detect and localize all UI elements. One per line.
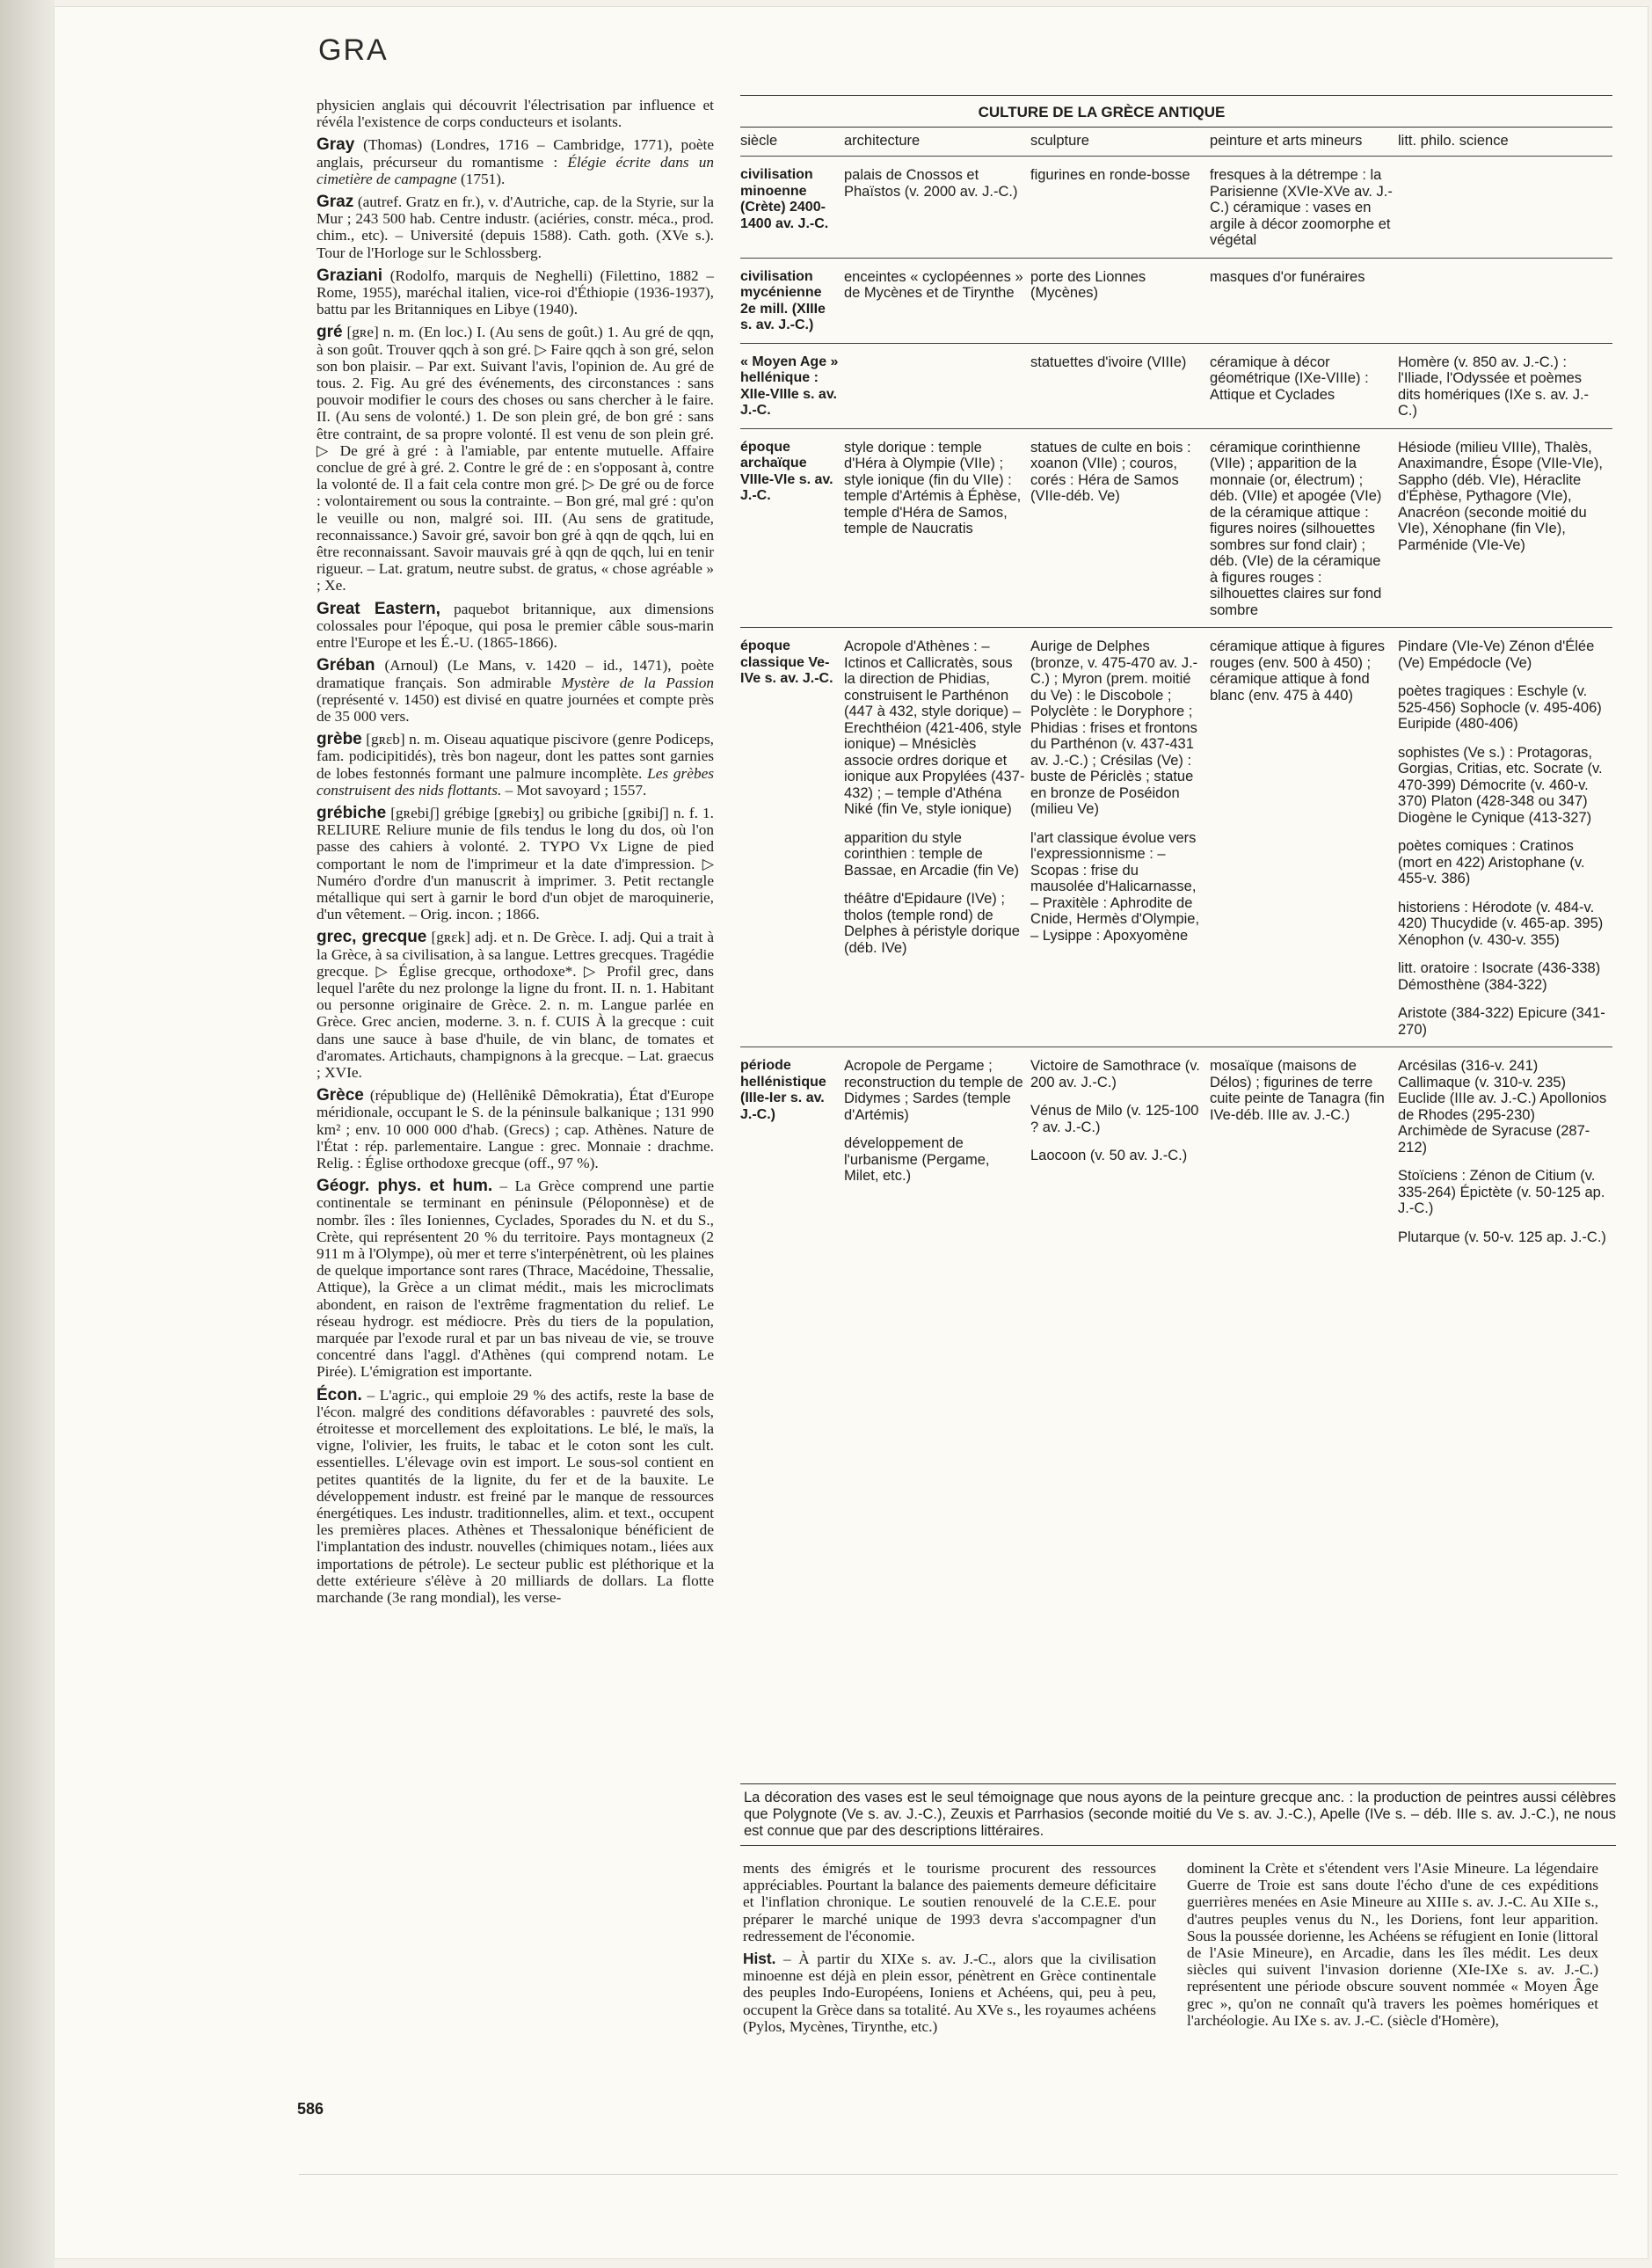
entry-tail: – Mot savoyard ; 1557. — [501, 781, 647, 799]
entry-tail: (représenté v. 1450) est divisé en quatre journées et compte près de 35 000 vers. — [317, 690, 714, 725]
architecture-cell — [844, 628, 1030, 1047]
dictionary-entry — [317, 731, 714, 799]
cell-paragraph: masques d'or funéraires — [1210, 268, 1365, 285]
sculpture-cell — [1030, 157, 1210, 259]
table-row — [740, 157, 1612, 259]
entry-title: Les grèbes construisent des nids flottants. — [317, 764, 714, 799]
sculpture-cell — [1030, 428, 1210, 628]
column-header: architecture — [844, 132, 921, 149]
cell-paragraph: céramique à décor géométrique (IXe-VIIIe) : Attique et Cyclades — [1210, 354, 1369, 403]
entry-headword: grec, grecque — [317, 928, 427, 947]
cell-paragraph: fresques à la détrempe : la Parisienne (XVIe-XVe av. J.-C.) céramique : vases en argile à décor zoomorphe et végétal — [1210, 167, 1393, 248]
section-head: Hist. — [743, 1950, 776, 1968]
table-row — [740, 343, 1612, 428]
peinture-cell — [1210, 628, 1398, 1047]
entry-body: (Rodolfo, marquis de Neghelli) (Filettino, 1882 – Rome, 1955), maréchal italien, vice-roi d'Éthiopie (1936-1937), battu par les Britanniques en Libye (1940). — [317, 266, 714, 318]
cell-paragraph: Plutarque (v. 50-v. 125 ap. J.-C.) — [1398, 1229, 1606, 1245]
cell-paragraph: historiens : Hérodote (v. 484-v. 420) Thucydide (v. 465-ap. 395) Xénophon (v. 430-v. 355) — [1398, 899, 1604, 948]
dictionary-entry — [317, 267, 714, 318]
table-row — [740, 428, 1612, 628]
cell-paragraph: enceintes « cyclopéennes » de Mycènes et de Tirynthe — [844, 268, 1023, 301]
dictionary-entry — [317, 601, 714, 652]
litt-cell — [1398, 157, 1612, 259]
cell-paragraph: palais de Cnossos et Phaïstos (v. 2000 av. J.-C.) — [844, 167, 1018, 200]
sculpture-cell — [1030, 1047, 1210, 1255]
entry-headword: Gray — [317, 135, 355, 155]
dictionary-entry — [317, 1387, 714, 1607]
period-cell: époque classique Ve-IVe s. av. J.-C. — [740, 628, 844, 1047]
dictionary-entry — [317, 929, 714, 1081]
cell-paragraph: Victoire de Samothrace (v. 200 av. J.-C.) — [1030, 1058, 1200, 1090]
dictionary-entry — [317, 1087, 714, 1171]
entry-body: – L'agric., qui emploie 29 % des actifs, reste la base de l'écon. malgré des conditions défavorables : pauvreté des sols, étroitesse et morcellement des exploitations. Le blé, le maïs, la vigne, l'olivier, les fruits, le tabac et le coton sont les cult. essentielles. L'élevage ovin est import. Le sous-sol contient en petites quantités de la lignite, du fer et de la bauxite. Le développement industr. est freiné par le manque de ressources énergétiques. Les industr. traditionnelles, alim. et text., occupent les premières places. Athènes et Thessalonique bénéficient de l'implantation des industr. nouvelles (chimiques notam., liées aux importations de pétrole). Le secteur public est pléthorique et la dette extérieure s'élève à 20 milliards de dollars. La flotte marchande (3e rang mondial), les verse- — [317, 1386, 714, 1607]
period-cell: époque archaïque VIIIe-VIe s. av. J.-C. — [740, 428, 844, 628]
cell-paragraph: litt. oratoire : Isocrate (436-338) Démosthène (384-322) — [1398, 960, 1601, 993]
entry-body: paquebot britannique, aux dimensions colossales pour l'époque, qui posa le premier câble sous-marin entre l'Europe et les É.-U. (1865-1866). — [317, 600, 714, 652]
cell-paragraph: statuettes d'ivoire (VIIIe) — [1030, 354, 1187, 370]
litt-cell — [1398, 428, 1612, 628]
entry-body: [gʀebiʃ] grébige [gʀebiʒ] ou gribiche [gʀibiʃ] n. f. 1. RELIURE Reliure munie de fils tendus le long du dos, où l'on passe des cahiers à volonté. 2. TYPO Vx Ligne de pied comportant le nom de l'imprimeur et la date d'impression. ▷ Numéro d'ordre d'un manuscrit à imprimer. 3. Petit rectangle métallique qui sert à garnir le bord d'un objet de maroquinerie, d'un vêtement. – Orig. incon. ; 1866. — [317, 804, 714, 923]
cell-paragraph: Laocoon (v. 50 av. J.-C.) — [1030, 1148, 1188, 1163]
peinture-cell — [1210, 428, 1398, 628]
cell-paragraph: Arcésilas (316-v. 241) Callimaque (v. 310-v. 235) Euclide (IIIe av. J.-C.) Apollonios de Rhodes (295-230) Archimède de Syracuse (287-212) — [1398, 1058, 1607, 1156]
cell-paragraph: l'art classique évolue vers l'expressionnisme : – Scopas : frise du mausolée d'Halicarnasse, – Praxitèle : Aphrodite de Cnide, Hermès d'Olympie, – Lysippe : Apoxyomène — [1030, 829, 1200, 944]
entry-title: Élégie écrite dans un cimetière de campagne — [317, 153, 714, 187]
column-header: peinture et arts mineurs — [1210, 132, 1363, 149]
cell-paragraph: porte des Lionnes (Mycènes) — [1030, 268, 1146, 301]
cell-paragraph: théâtre d'Epidaure (IVe) ; tholos (temple rond) de Delphes à péristyle dorique (déb. IVe) — [844, 891, 1020, 956]
sculpture-cell — [1030, 628, 1210, 1047]
dictionary-entry — [317, 1178, 714, 1380]
peinture-cell — [1210, 1047, 1398, 1255]
table-row — [740, 628, 1612, 1047]
peinture-cell — [1210, 157, 1398, 259]
cell-paragraph: poètes tragiques : Eschyle (v. 525-456) Sophocle (v. 495-406) Euripide (480-406) — [1398, 683, 1602, 732]
cell-paragraph: sophistes (Ve s.) : Protagoras, Gorgias, Critias, etc. Socrate (v. 470-399) Démocrite (v. 460-v. 370) Platon (428-348 ou 347) Diogène le Cynique (413-327) — [1398, 744, 1603, 826]
entry-headword: gré — [317, 323, 343, 342]
table-title: CULTURE DE LA GRÈCE ANTIQUE — [978, 104, 1226, 120]
entry-tail: (1751). — [456, 170, 506, 187]
scan-edge — [0, 0, 55, 2268]
paragraph-text: dominent la Crète et s'étendent vers l'Asie Mineure. La légendaire Guerre de Troie est sans doute l'écho d'une de ces expéditions guerrières menées en Asie Mineure au XIIIe s. av. J.-C. Au XIIe s., d'autres peuples venus du N., les Doriens, font leur apparition. Sous la poussée dorienne, les Achéens se réfugient en Ionie (littoral de l'Asie Mineure), en Arcadie, dans les îles médit. Les deux siècles qui suivent l'invasion dorienne (XIe-IXe s. av. J.-C.) représentent une période obscure souvent nommée « Moyen Âge grec », qu'on ne connaît qu'à travers les poèmes homériques et l'archéologie. Au IXe s. av. J.-C. (siècle d'Homère), — [1187, 1860, 1598, 2029]
table-header-row — [740, 128, 1612, 157]
entry-text: physicien anglais qui découvrit l'électrisation par influence et révéla l'existence de corps conducteurs et isolants. — [317, 97, 714, 131]
cell-paragraph: Stoïciens : Zénon de Citium (v. 335-264) Épictète (v. 50-125 ap. J.-C.) — [1398, 1168, 1605, 1216]
table-row — [740, 1047, 1612, 1255]
entry-body: (Arnoul) (Le Mans, v. 1420 – id., 1471), poète dramatique français. Son admirable — [317, 657, 714, 691]
cell-paragraph: Homère (v. 850 av. J.-C.) : l'Iliade, l'Odyssée et poèmes dits homériques (IXe s. av. J.-C.) — [1398, 354, 1590, 419]
entry-body: [gʀɛb] n. m. Oiseau aquatique piscivore (genre Podiceps, fam. podicipitidés), très bon nageur, dont les pattes sont garnies de lobes festonnés formant une palmure incomplète. — [317, 731, 714, 782]
cell-paragraph: apparition du style corinthien : temple de Bassae, en Arcadie (fin Ve) — [844, 829, 1020, 879]
cell-paragraph: Aurige de Delphes (bronze, v. 475-470 av. J.-C.) ; Myron (prem. moitié du Ve) : le Discobole ; Polyclète : le Doryphore ; Phidias : frises et frontons du Parthénon (v. 437-431 av. J.-C.) ; Crésilas (Ve) : buste de Périclès ; statue en bronze de Poséidon (milieu Ve) — [1030, 638, 1198, 817]
paragraph-text: – À partir du XIXe s. av. J.-C., alors que la civilisation minoenne est déjà en plein essor, pénètrent en Grèce continentale des peuples Indo-Européens, Ioniens et Achéens, qui, peu à peu, occupent la Grèce dans sa totalité. Au XVe s., les royaumes achéens (Pylos, Mycènes, Tirynthe, etc.) — [743, 1951, 1156, 2035]
page-number: 586 — [297, 2100, 324, 2118]
column-header: litt. philo. science — [1398, 132, 1509, 149]
sculpture-cell — [1030, 258, 1210, 343]
middle-column — [743, 1860, 1156, 2041]
dictionary-entry — [317, 136, 714, 187]
cell-paragraph: Hésiode (milieu VIIIe), Thalès, Anaximandre, Ésope (VIIe-VIe), Sappho (déb. VIe), Héraclite d'Éphèse, Pythagore (VIe), Anacréon (seconde moitié du VIe), Xénophane (fin VIe), Parménide (VIe-Ve) — [1398, 439, 1603, 553]
entry-headword: grèbe — [317, 730, 362, 749]
cell-paragraph: mosaïque (maisons de Délos) ; figurines de terre cuite peinte de Tanagra (fin IVe-déb. IIIe av. J.-C.) — [1210, 1058, 1385, 1123]
cell-paragraph: Aristote (384-322) Epicure (341-270) — [1398, 1005, 1605, 1038]
architecture-cell — [844, 1047, 1030, 1255]
table-note: La décoration des vases est le seul témoignage que nous ayons de la peinture grecque anc. : la production de peintres aussi célèbres que Polygnote (Ve s. av. J.-C.), Zeuxis et Parrhasios (seconde moitié du Ve s. av. J.-C.), Apelle (IVe s. – déb. IIIe s. av. J.-C.), ne nous est connue que par des descriptions littéraires. — [740, 1783, 1616, 1846]
entry-body: (république de) (Hellênikê Dêmokratia), État d'Europe méridionale, occupant le S. de la péninsule balkanique ; 131 990 km² ; env. 10 000 000 d'hab. (Grecs) ; cap. Athènes. Nature de l'État : rép. parlementaire. Langue : grec. Monnaie : drachme. Relig. : Église orthodoxe grecque (off., 97 %). — [317, 1087, 714, 1171]
entry-title: Mystère de la Passion — [561, 674, 714, 691]
culture-table — [740, 95, 1612, 1254]
table-grid — [740, 128, 1612, 1255]
paragraph — [1187, 1860, 1598, 2029]
period-cell: civilisation minoenne (Crète) 2400-1400 av. J.-C. — [740, 157, 844, 259]
paragraph-text: ments des émigrés et le tourisme procurent des ressources appréciables. Pourtant la balance des paiements demeure déficitaire et l'inflation chronique. Le soutien renouvelé de la C.E.E. pour préparer le marché unique de 1993 devra s'accompagner d'un redressement de l'économie. — [743, 1860, 1156, 1944]
litt-cell — [1398, 628, 1612, 1047]
dictionary-entry — [317, 324, 714, 594]
architecture-cell — [844, 258, 1030, 343]
cell-paragraph: Acropole d'Athènes : – Ictinos et Callicratès, sous la direction de Phidias, construisent le Parthénon (447 à 432, style dorique) – Erechthéion (421-406, style ionique) – Mnésiclès associe ordres dorique et ionique aux Propylées (437-432) ; – temple d'Athéna Niké (fin Ve, style ionique) — [844, 638, 1025, 817]
entry-headword: Gréban — [317, 656, 375, 675]
entry-body: (autref. Gratz en fr.), v. d'Autriche, cap. de la Styrie, sur la Mur ; 243 500 hab. Centre industr. (aciéries, constr. méca., prod. chim., etc). – Université (depuis 1588). Cath. goth. (XVe s.). Tour de l'Horloge sur le Schlossberg. — [317, 193, 714, 261]
bottom-rule — [299, 2174, 1618, 2175]
dictionary-entry — [317, 805, 714, 923]
cell-paragraph: figurines en ronde-bosse — [1030, 167, 1190, 183]
table-body — [740, 157, 1612, 1255]
peinture-cell — [1210, 258, 1398, 343]
litt-cell — [1398, 343, 1612, 428]
architecture-cell — [844, 343, 1030, 428]
cell-paragraph: poètes comiques : Cratinos (mort en 422) Aristophane (v. 455-v. 386) — [1398, 838, 1585, 886]
period-cell: « Moyen Age » hellénique : XIIe-VIIIe s. av. J.-C. — [740, 343, 844, 428]
entry-headword: Great Eastern, — [317, 599, 440, 618]
cell-paragraph: développement de l'urbanisme (Pergame, Milet, etc.) — [844, 1135, 990, 1184]
entry-headword: Grèce — [317, 1086, 364, 1105]
cell-paragraph: Vénus de Milo (v. 125-100 ? av. J.-C.) — [1030, 1103, 1199, 1135]
period-cell: période hellénistique (IIIe-Ier s. av. J.-C.) — [740, 1047, 844, 1255]
entry-headword: grébiche — [317, 803, 387, 822]
entry-headword: Géogr. phys. et hum. — [317, 1177, 493, 1196]
entry-headword: Graz — [317, 193, 354, 212]
litt-cell — [1398, 258, 1612, 343]
entry-body: [gʀɛk] adj. et n. De Grèce. I. adj. Qui a trait à la Grèce, à sa civilisation, à sa langue. Lettres grecques. Tragédie grecque. ▷ Église grecque, orthodoxe*. ▷ Profil grec, dans lequel l'arête du nez prolonge la ligne du front. II. n. 1. Habitant ou personne originaire de Grèce. 2. n. m. Langue parlée en Grèce. Grec ancien, moderne. 3. n. f. CUIS À la grecque : cuit dans une sauce à base d'huile, de vin blanc, de tomates et d'aromates. Artichauts, champignons à la grecque. – Lat. graecus ; XVIe. — [317, 929, 714, 1081]
column-header: sculpture — [1030, 132, 1089, 149]
architecture-cell — [844, 157, 1030, 259]
running-header: GRA — [318, 33, 389, 67]
sculpture-cell — [1030, 343, 1210, 428]
cell-paragraph: Acropole de Pergame ; reconstruction du temple de Didymes ; Sardes (temple d'Artémis) — [844, 1058, 1023, 1123]
paragraph — [743, 1951, 1156, 2035]
paragraph — [743, 1860, 1156, 1944]
entry-body: – La Grèce comprend une partie continentale se terminant en péninsule (Péloponnèse) et de nombr. îles : îles Ioniennes, Cyclades, Sporades du N. et du S., Crète, qui représentent 20 % du territoire. Pays montagneux (2 911 m à l'Olympe), où mer et terre s'interpénètrent, où les plaines de quelque importance sont rares (Thrace, Macédoine, Thessalie, Attique), la Grèce a un climat médit., mais les microclimats abondent, en raison de l'extrême fragmentation du relief. Le réseau hydrogr. est médiocre. Près du tiers de la population, marquée par l'exode rural et par un bas niveau de vie, se trouve concentré dans l'aggl. d'Athènes (qui comprend notam. Le Pirée). L'émigration est importante. — [317, 1178, 714, 1381]
dictionary-entry — [317, 193, 714, 261]
entry-headword: Graziani — [317, 266, 382, 285]
right-column — [1187, 1860, 1598, 2035]
litt-cell — [1398, 1047, 1612, 1255]
period-cell: civilisation mycénienne 2e mill. (XIIIe s. av. J.-C.) — [740, 258, 844, 343]
column-header: siècle — [740, 132, 778, 149]
entry-body: (Thomas) (Londres, 1716 – Cambridge, 1771), poète anglais, précurseur du romantisme : — [317, 136, 714, 171]
cell-paragraph: style dorique : temple d'Héra à Olympie (VIIe) ; style ionique (fin du VIIe) : temple d'Artémis à Éphèse, temple d'Héra de Samos, temple de Naucratis — [844, 439, 1022, 536]
cell-paragraph: statues de culte en bois : xoanon (VIIe) ; couros, corés : Héra de Samos (VIIe-déb. Ve) — [1030, 439, 1191, 504]
dictionary-entry — [317, 657, 714, 725]
table-row — [740, 258, 1612, 343]
peinture-cell — [1210, 343, 1398, 428]
entry-body: [gʀe] n. m. (En loc.) I. (Au sens de goût.) 1. Au gré de qqn, à son goût. Trouver qqch à son gré. ▷ Faire qqch à son gré, selon son bon plaisir. – Par ext. Suivant l'avis, l'opinion de. Au gré de tous. 2. Fig. Au gré des événements, des circonstances : sans pouvoir modifier le cours des choses ou sans chercher à le faire. II. (Au sens de volonté.) 1. De son plein gré, de bon gré : sans être contraint, de sa propre volonté. Il est venu de son plein gré. ▷ De gré à gré : à l'amiable, par entente mutuelle. Affaire conclue de gré à gré. 2. Contre le gré de : en s'opposant à, contre la volonté de. Il a fait cela contre mon gré. ▷ De gré ou de force : volontairement ou sous la contrainte. – Bon gré, mal gré : qu'on le veuille ou non, malgré soi. III. (Au sens de gratitude, reconnaissance.) Savoir gré, savoir bon gré à qqn de qqch, lui en être reconnaissant. Savoir mauvais gré à qqn de qqch, lui en tenir rigueur. – Lat. gratum, neutre subst. de gratus, « chose agréable » ; Xe. — [317, 324, 714, 594]
left-column — [317, 97, 714, 1612]
architecture-cell — [844, 428, 1030, 628]
cell-paragraph: céramique corinthienne (VIIe) ; apparition de la monnaie (or, électrum) ; déb. (VIIe) et apogée (VIe) de la céramique attique : figures noires (silhouettes sombres sur fond clair) ; déb. (VIe) de la céramique à figures rouges : silhouettes claires sur fond sombre — [1210, 439, 1382, 618]
entry-headword: Écon. — [317, 1385, 362, 1404]
cell-paragraph: céramique attique à figures rouges (env. 500 à 450) ; céramique attique à fond blanc (env. 475 à 440) — [1210, 638, 1386, 704]
cell-paragraph: Pindare (VIe-Ve) Zénon d'Élée (Ve) Empédocle (Ve) — [1398, 638, 1595, 671]
